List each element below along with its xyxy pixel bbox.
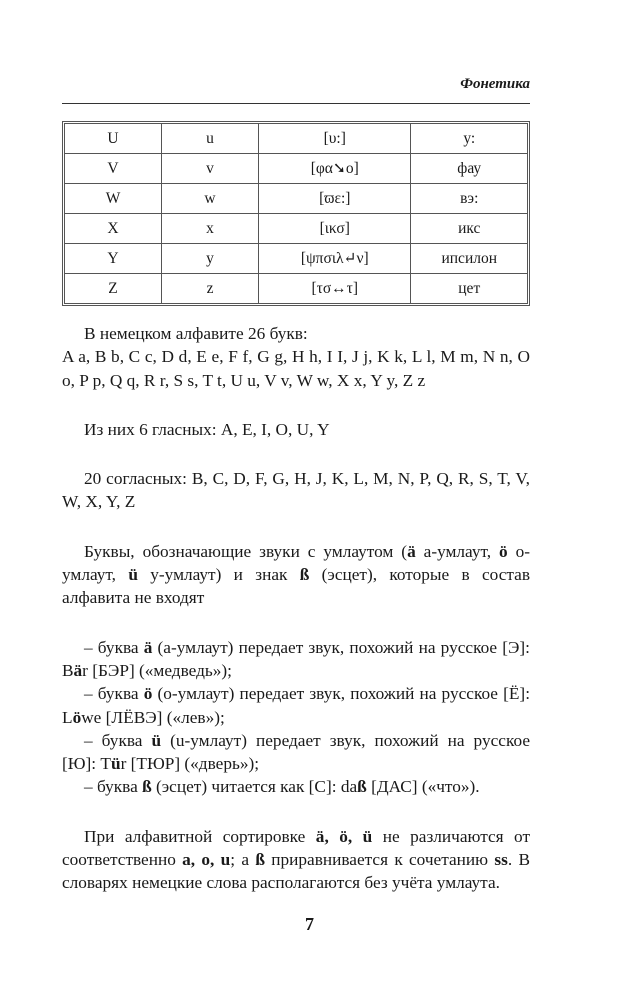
running-header: Фонетика bbox=[460, 76, 530, 92]
text-segment: (эсцет) читается как [С]: da bbox=[151, 777, 358, 797]
text-segment: Из них 6 гласных: A, E, I, O, U, Y bbox=[84, 419, 330, 439]
transcription-cell: [φα➘ο] bbox=[259, 154, 411, 184]
lowercase-letter-cell: u bbox=[162, 124, 259, 154]
paragraph bbox=[62, 729, 530, 776]
paragraph-gap bbox=[62, 392, 530, 418]
bold-text: ö bbox=[143, 684, 153, 704]
text-segment: r [БЭР] («медведь»); bbox=[82, 660, 232, 680]
text-segment: – буква bbox=[84, 777, 143, 797]
paragraph bbox=[62, 775, 530, 798]
bold-text: ä bbox=[73, 660, 83, 680]
bold-text: ß bbox=[142, 777, 152, 797]
bold-text: ß bbox=[299, 565, 310, 585]
bold-text: ü bbox=[151, 730, 162, 750]
text-segment: (эсцет), которые в состав алфавита не входят bbox=[62, 565, 530, 608]
transcription-cell: [ψπσιλ↵ν] bbox=[259, 244, 411, 274]
bold-text: ä, ö, ü bbox=[315, 826, 373, 846]
transcription-cell: [υ:] bbox=[259, 124, 411, 154]
text-segment: A a, B b, C c, D d, E e, F f, G g, H h, I I, J j, K k, L l, M m, N n, O o, P p, Q q, R r, S s, T t, U u, V v, W w, X x, Y y, Z z bbox=[62, 347, 530, 390]
table-row bbox=[65, 244, 527, 274]
paragraph bbox=[62, 345, 530, 392]
alphabet-table bbox=[62, 121, 530, 306]
paragraph bbox=[62, 540, 530, 610]
header-rule bbox=[62, 103, 530, 104]
paragraph bbox=[62, 322, 530, 345]
paragraph bbox=[62, 467, 530, 514]
lowercase-letter-cell: y bbox=[162, 244, 259, 274]
bold-text: ö bbox=[499, 541, 508, 561]
paragraph-gap bbox=[62, 799, 530, 825]
text-segment: При алфавитной сортировке bbox=[84, 826, 316, 846]
text-segment: r [ТЮР] («дверь»); bbox=[120, 754, 260, 774]
paragraph bbox=[62, 825, 530, 895]
text-segment: В немецком алфавите 26 букв: bbox=[84, 324, 308, 343]
paragraph-gap bbox=[62, 514, 530, 540]
text-segment: (а-умлаут) передает звук, похожий на русское [Э]: B bbox=[62, 637, 530, 680]
russian-reading-cell: ипсилон bbox=[411, 244, 527, 274]
uppercase-letter-cell: V bbox=[65, 154, 162, 184]
bold-text: ö bbox=[72, 707, 82, 727]
lowercase-letter-cell: z bbox=[162, 274, 259, 303]
transcription-cell: [ϖε:] bbox=[259, 184, 411, 214]
text-segment: – буква bbox=[84, 730, 152, 750]
uppercase-letter-cell: Z bbox=[65, 274, 162, 303]
text-segment: (о-умлаут) передает звук, похожий на русское [Ё]: L bbox=[62, 684, 530, 727]
lowercase-letter-cell: x bbox=[162, 214, 259, 244]
text-segment: – буква bbox=[84, 684, 144, 704]
text-segment: не различаются от соответственно bbox=[62, 826, 531, 870]
text-segment: we [ЛЁВЭ] («лев»); bbox=[81, 707, 225, 727]
russian-reading-cell: фау bbox=[411, 154, 527, 184]
text-segment: . В словарях немецкие слова располагаются без учёта умлаута. bbox=[62, 850, 530, 893]
paragraph bbox=[62, 682, 530, 729]
text-segment: 20 согласных: B, C, D, F, G, H, J, K, L, M, N, P, Q, R, S, T, V, W, X, Y, Z bbox=[62, 469, 530, 512]
uppercase-letter-cell: W bbox=[65, 184, 162, 214]
table-row bbox=[65, 274, 527, 303]
russian-reading-cell: у: bbox=[411, 124, 527, 154]
page-number: 7 bbox=[305, 914, 314, 934]
uppercase-letter-cell: Y bbox=[65, 244, 162, 274]
bold-text: a, o, u bbox=[182, 850, 231, 870]
lowercase-letter-cell: w bbox=[162, 184, 259, 214]
transcription-cell: [τσ↔τ] bbox=[259, 274, 411, 303]
bold-text: ü bbox=[128, 565, 138, 585]
text-segment: о-умлаут, bbox=[62, 541, 530, 585]
text-segment: [ДАС] («что»). bbox=[366, 777, 480, 797]
text-segment: – буква bbox=[84, 637, 144, 657]
text-segment: Буквы, обозначающие звуки с умлаутом ( bbox=[84, 541, 408, 561]
text-segment: (u-умлаут) передает звук, похожий на русское [Ю]: T bbox=[62, 730, 530, 774]
paragraph-gap bbox=[62, 441, 530, 467]
lowercase-letter-cell: v bbox=[162, 154, 259, 184]
bold-text: ä bbox=[143, 637, 153, 657]
paragraph bbox=[62, 636, 530, 683]
russian-reading-cell: цет bbox=[458, 279, 481, 297]
bold-text: ß bbox=[255, 850, 265, 870]
bold-text: ß bbox=[357, 777, 367, 797]
bold-text: ä bbox=[407, 541, 416, 561]
text-segment: приравнивается к сочетанию bbox=[264, 850, 495, 870]
russian-reading-cell: икс bbox=[411, 214, 527, 244]
table-row bbox=[65, 154, 527, 184]
uppercase-letter-cell: U bbox=[65, 124, 162, 154]
transcription-cell: [ικσ] bbox=[259, 214, 411, 244]
text-segment: ; а bbox=[230, 850, 256, 870]
bold-text: ss bbox=[494, 850, 508, 870]
text-segment: а-умлаут, bbox=[415, 541, 500, 561]
paragraph bbox=[62, 418, 530, 441]
russian-reading-cell: вэ: bbox=[411, 184, 527, 214]
text-segment: у-умлаут) и знак bbox=[137, 565, 300, 585]
table-row bbox=[65, 124, 527, 154]
uppercase-letter-cell: X bbox=[65, 214, 162, 244]
bold-text: ü bbox=[110, 754, 121, 774]
body-text bbox=[62, 322, 530, 895]
table-row bbox=[65, 184, 527, 214]
table-row bbox=[65, 214, 527, 244]
paragraph-gap bbox=[62, 610, 530, 636]
